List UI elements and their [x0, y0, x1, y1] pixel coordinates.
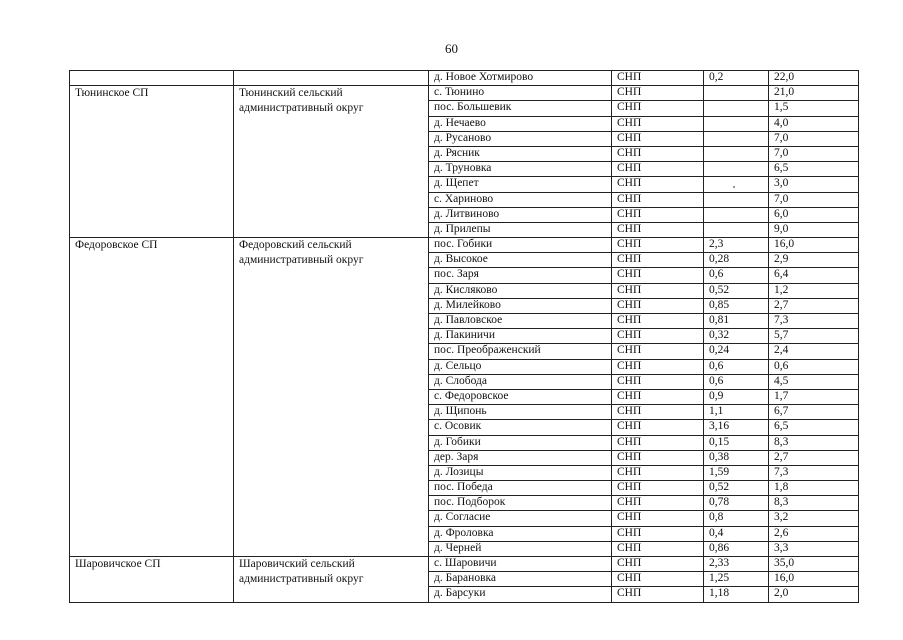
population-cell: 4,0	[769, 116, 859, 131]
locality-type-cell: СНП	[612, 86, 704, 101]
locality-name-cell: с. Федоровское	[429, 389, 612, 404]
settlement-cell: Шаровичское СП	[70, 557, 234, 603]
distance-cell	[704, 222, 769, 237]
population-cell: 16,0	[769, 572, 859, 587]
locality-name-cell: д. Рясник	[429, 146, 612, 161]
population-cell: 1,7	[769, 389, 859, 404]
distance-cell: 0,86	[704, 541, 769, 556]
distance-cell	[704, 162, 769, 177]
distance-cell: 0,32	[704, 329, 769, 344]
locality-name-cell: д. Пакиничи	[429, 329, 612, 344]
locality-type-cell: СНП	[612, 557, 704, 572]
table-row	[70, 86, 859, 101]
population-cell: 2,0	[769, 587, 859, 602]
population-cell: 2,4	[769, 344, 859, 359]
locality-name-cell: пос. Победа	[429, 481, 612, 496]
distance-cell	[704, 146, 769, 161]
page-number: 60	[445, 41, 458, 56]
population-cell: 3,0	[769, 177, 859, 192]
locality-name-cell: д. Лозицы	[429, 465, 612, 480]
population-cell: 4,5	[769, 374, 859, 389]
locality-type-cell: СНП	[612, 131, 704, 146]
population-cell: 16,0	[769, 238, 859, 253]
table-row	[70, 557, 859, 572]
population-cell: 2,7	[769, 298, 859, 313]
locality-name-cell: д. Русаново	[429, 131, 612, 146]
locality-name-cell: д. Высокое	[429, 253, 612, 268]
locality-name-cell: пос. Гобики	[429, 238, 612, 253]
locality-type-cell: СНП	[612, 162, 704, 177]
locality-type-cell: СНП	[612, 389, 704, 404]
population-cell: 3,2	[769, 511, 859, 526]
locality-type-cell: СНП	[612, 450, 704, 465]
distance-cell: 0,15	[704, 435, 769, 450]
table-row	[70, 71, 859, 86]
distance-cell	[704, 116, 769, 131]
locality-type-cell: СНП	[612, 526, 704, 541]
population-cell: 1,8	[769, 481, 859, 496]
locality-name-cell: пос. Подборок	[429, 496, 612, 511]
distance-cell: 0,38	[704, 450, 769, 465]
population-cell: 7,0	[769, 192, 859, 207]
distance-cell	[704, 101, 769, 116]
distance-cell: 0,8	[704, 511, 769, 526]
locality-type-cell: СНП	[612, 146, 704, 161]
locality-name-cell: д. Литвиново	[429, 207, 612, 222]
locality-type-cell: СНП	[612, 541, 704, 556]
settlement-cell: Федоровское СП	[70, 238, 234, 557]
locality-name-cell: д. Труновка	[429, 162, 612, 177]
distance-cell: 2,33	[704, 557, 769, 572]
locality-name-cell: д. Слобода	[429, 374, 612, 389]
locality-name-cell: д. Кисляково	[429, 283, 612, 298]
locality-name-cell: д. Согласие	[429, 511, 612, 526]
locality-type-cell: СНП	[612, 465, 704, 480]
locality-type-cell: СНП	[612, 116, 704, 131]
population-cell: 2,9	[769, 253, 859, 268]
locality-name-cell: д. Новое Хотмирово	[429, 71, 612, 86]
distance-cell: 0,2	[704, 71, 769, 86]
locality-name-cell: д. Фроловка	[429, 526, 612, 541]
locality-type-cell: СНП	[612, 587, 704, 602]
settlement-cell	[70, 71, 234, 86]
population-cell: 6,0	[769, 207, 859, 222]
locality-type-cell: СНП	[612, 572, 704, 587]
locality-name-cell: дер. Заря	[429, 450, 612, 465]
distance-cell: 0,52	[704, 481, 769, 496]
locality-name-cell: д. Сельцо	[429, 359, 612, 374]
distance-cell: 1,59	[704, 465, 769, 480]
locality-type-cell: СНП	[612, 435, 704, 450]
locality-type-cell: СНП	[612, 314, 704, 329]
population-cell: 8,3	[769, 496, 859, 511]
population-cell: 2,7	[769, 450, 859, 465]
locality-name-cell: д. Павловское	[429, 314, 612, 329]
locality-name-cell: пос. Преображенский	[429, 344, 612, 359]
distance-cell: 0,9	[704, 389, 769, 404]
distance-cell: 0,4	[704, 526, 769, 541]
locality-name-cell: д. Барановка	[429, 572, 612, 587]
locality-type-cell: СНП	[612, 344, 704, 359]
distance-cell	[704, 192, 769, 207]
locality-type-cell: СНП	[612, 374, 704, 389]
locality-name-cell: с. Тюнино	[429, 86, 612, 101]
locality-name-cell: д. Нечаево	[429, 116, 612, 131]
locality-type-cell: СНП	[612, 481, 704, 496]
distance-cell: 0,78	[704, 496, 769, 511]
distance-cell: 0,28	[704, 253, 769, 268]
locality-type-cell: СНП	[612, 101, 704, 116]
locality-name-cell: с. Осовик	[429, 420, 612, 435]
district-cell	[234, 71, 429, 86]
locality-type-cell: СНП	[612, 177, 704, 192]
distance-cell: 1,1	[704, 405, 769, 420]
population-cell: 22,0	[769, 71, 859, 86]
locality-type-cell: СНП	[612, 496, 704, 511]
locality-type-cell: СНП	[612, 71, 704, 86]
distance-cell: 0,24	[704, 344, 769, 359]
district-cell: Шаровичский сельский административный округ	[234, 557, 429, 603]
scan-speck	[733, 186, 735, 188]
locality-type-cell: СНП	[612, 511, 704, 526]
locality-name-cell: с. Шаровичи	[429, 557, 612, 572]
population-cell: 6,5	[769, 420, 859, 435]
population-cell: 7,0	[769, 131, 859, 146]
distance-cell	[704, 207, 769, 222]
district-cell: Федоровский сельский административный округ	[234, 238, 429, 557]
population-cell: 6,5	[769, 162, 859, 177]
population-cell: 8,3	[769, 435, 859, 450]
distance-cell	[704, 177, 769, 192]
locality-name-cell: д. Щипонь	[429, 405, 612, 420]
locality-type-cell: СНП	[612, 329, 704, 344]
population-cell: 6,4	[769, 268, 859, 283]
settlements-table-body	[70, 71, 859, 603]
settlement-cell: Тюнинское СП	[70, 86, 234, 238]
district-cell: Тюнинский сельский административный округ	[234, 86, 429, 238]
locality-type-cell: СНП	[612, 420, 704, 435]
locality-type-cell: СНП	[612, 238, 704, 253]
locality-type-cell: СНП	[612, 192, 704, 207]
distance-cell	[704, 86, 769, 101]
locality-name-cell: с. Хариново	[429, 192, 612, 207]
population-cell: 2,6	[769, 526, 859, 541]
locality-type-cell: СНП	[612, 298, 704, 313]
population-cell: 7,0	[769, 146, 859, 161]
distance-cell: 3,16	[704, 420, 769, 435]
distance-cell: 1,18	[704, 587, 769, 602]
population-cell: 5,7	[769, 329, 859, 344]
population-cell: 1,5	[769, 101, 859, 116]
locality-type-cell: СНП	[612, 359, 704, 374]
distance-cell: 0,81	[704, 314, 769, 329]
locality-type-cell: СНП	[612, 222, 704, 237]
distance-cell: 2,3	[704, 238, 769, 253]
population-cell: 6,7	[769, 405, 859, 420]
population-cell: 7,3	[769, 465, 859, 480]
population-cell: 1,2	[769, 283, 859, 298]
distance-cell: 1,25	[704, 572, 769, 587]
distance-cell: 0,85	[704, 298, 769, 313]
population-cell: 7,3	[769, 314, 859, 329]
locality-type-cell: СНП	[612, 405, 704, 420]
locality-name-cell: пос. Заря	[429, 268, 612, 283]
locality-name-cell: д. Милейково	[429, 298, 612, 313]
locality-name-cell: д. Черней	[429, 541, 612, 556]
population-cell: 3,3	[769, 541, 859, 556]
table-row	[70, 238, 859, 253]
distance-cell	[704, 131, 769, 146]
locality-name-cell: д. Гобики	[429, 435, 612, 450]
population-cell: 9,0	[769, 222, 859, 237]
distance-cell: 0,52	[704, 283, 769, 298]
locality-type-cell: СНП	[612, 283, 704, 298]
locality-type-cell: СНП	[612, 268, 704, 283]
locality-type-cell: СНП	[612, 207, 704, 222]
locality-name-cell: д. Барсуки	[429, 587, 612, 602]
distance-cell: 0,6	[704, 374, 769, 389]
population-cell: 0,6	[769, 359, 859, 374]
distance-cell: 0,6	[704, 359, 769, 374]
locality-name-cell: д. Прилепы	[429, 222, 612, 237]
distance-cell: 0,6	[704, 268, 769, 283]
population-cell: 35,0	[769, 557, 859, 572]
settlements-table	[69, 70, 859, 603]
locality-name-cell: пос. Большевик	[429, 101, 612, 116]
locality-name-cell: д. Щепет	[429, 177, 612, 192]
locality-type-cell: СНП	[612, 253, 704, 268]
population-cell: 21,0	[769, 86, 859, 101]
